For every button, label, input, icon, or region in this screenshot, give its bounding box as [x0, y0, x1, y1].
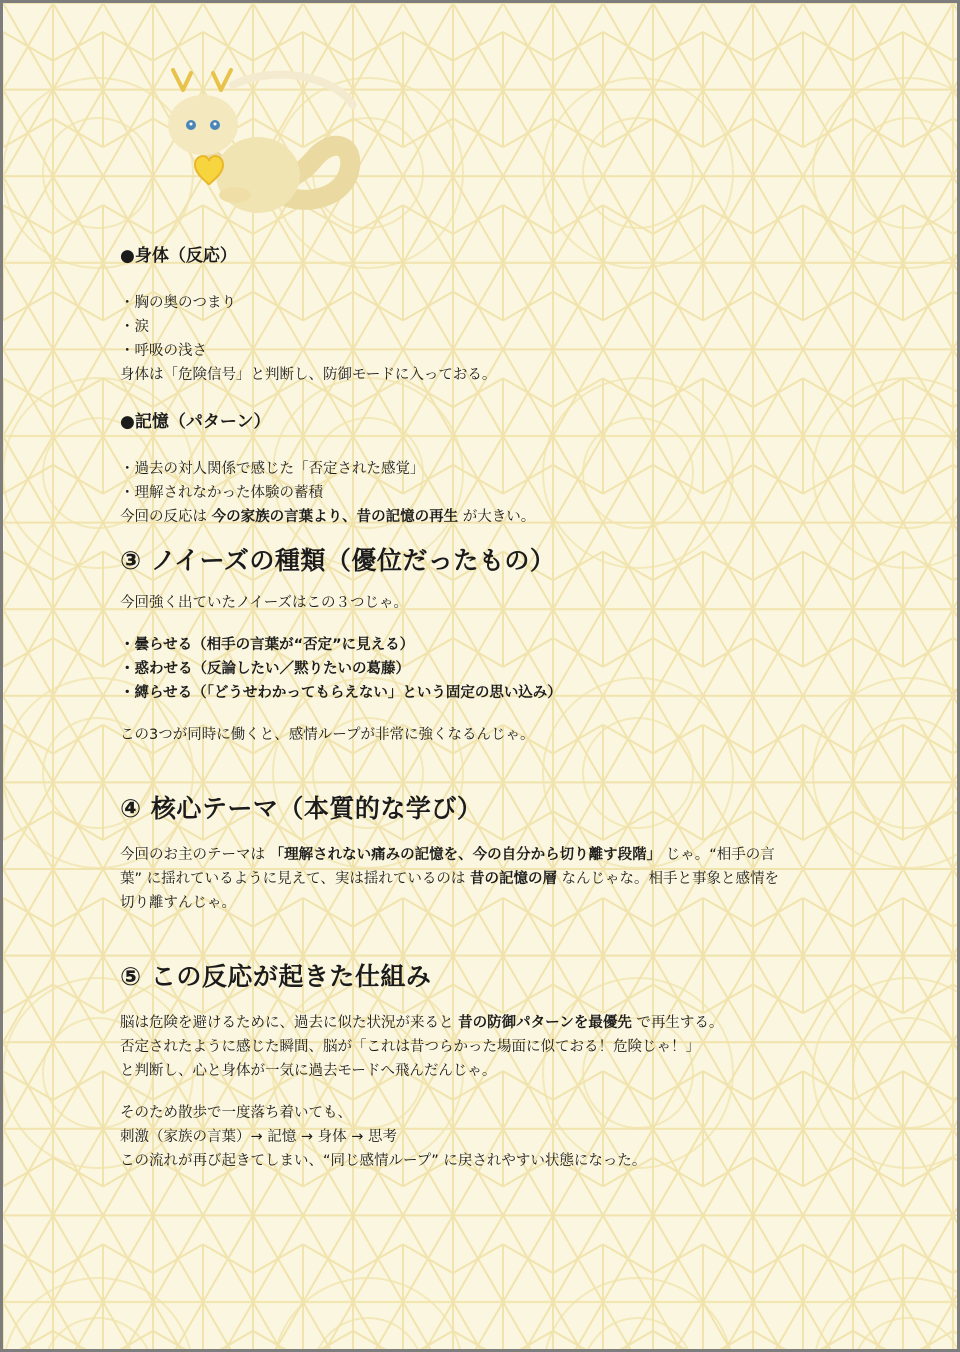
- text-span: 今回の反応は: [120, 509, 212, 525]
- mechanism-line: と判断し、心と身体が一気に過去モードへ飛んだんじゃ。: [120, 1063, 497, 1079]
- section-heading-memory-pattern: ●記憶（パターン）: [120, 412, 271, 432]
- noise-outro: この3つが同時に働くと、感情ループが非常に強くなるんじゃ。: [120, 727, 535, 743]
- mechanism-line: そのため散歩で一度落ち着いても、: [120, 1105, 352, 1121]
- text-span: が大きい。: [458, 509, 536, 525]
- document-content: [120, 241, 850, 1173]
- text-span: で再生する。: [631, 1015, 724, 1031]
- core-paragraph-line: [120, 867, 850, 891]
- section-heading-noise-types: ③ ノイーズの種類（優位だったもの）: [120, 546, 556, 575]
- text-span: 今回のお主のテーマは: [120, 847, 270, 863]
- list-item: ・胸の奥のつまり: [120, 295, 236, 311]
- list-item: ・曇らせる（相手の言葉が“否定”に見える）: [120, 637, 415, 653]
- core-paragraph-line: 切り離すんじゃ。: [120, 895, 236, 911]
- mechanism-line: 刺激（家族の言葉）→ 記憶 → 身体 → 思考: [120, 1129, 397, 1145]
- noise-intro: 今回強く出ていたノイーズはこの３つじゃ。: [120, 595, 408, 611]
- emphasis-text: 今の家族の言葉より、昔の記憶の再生: [211, 509, 459, 525]
- list-item: ・理解されなかった体験の蓄積: [120, 485, 323, 501]
- list-item: ・過去の対人関係で感じた「否定された感覚」: [120, 461, 425, 477]
- list-item: ・涙: [120, 319, 149, 335]
- emphasis-text: 昔の記憶の層: [469, 871, 557, 887]
- text-span: なんじゃな。相手と事象と感情を: [556, 871, 780, 887]
- emphasis-text: 昔の防御パターンを最優先: [458, 1015, 632, 1031]
- dragon-illustration: [143, 65, 373, 225]
- section-heading-body-reaction: ●身体（反応）: [120, 246, 237, 266]
- golden-dragon-holding-heart: [168, 70, 353, 213]
- text-span: じゃ。“相手の言: [661, 847, 775, 863]
- list-item: ・呼吸の浅さ: [120, 343, 207, 359]
- section-heading-core-theme: ④ 核心テーマ（本質的な学び）: [120, 794, 483, 823]
- body-summary: 身体は「危険信号」と判断し、防御モードに入っておる。: [120, 367, 497, 383]
- mechanism-line: この流れが再び起きてしまい、“同じ感情ループ” に戻されやすい状態になった。: [120, 1153, 647, 1169]
- memory-summary: [120, 505, 850, 529]
- core-paragraph-line: [120, 843, 850, 867]
- list-item: ・縛らせる（「どうせわかってもらえない」という固定の思い込み）: [120, 685, 562, 701]
- text-span: 葉” に揺れているように見えて、実は揺れているのは: [120, 871, 470, 887]
- mechanism-line: [120, 1011, 850, 1035]
- document-page: [3, 3, 957, 1349]
- emphasis-text: 「理解されない痛みの記憶を、今の自分から切り離す段階」: [269, 847, 662, 863]
- section-heading-mechanism: ⑤ この反応が起きた仕組み: [120, 962, 432, 991]
- list-item: ・惑わせる（反論したい／黙りたいの葛藤）: [120, 661, 410, 677]
- mechanism-line: 否定されたように感じた瞬間、脳が「これは昔つらかった場面に似ておる！危険じゃ！」: [120, 1039, 700, 1055]
- text-span: 脳は危険を避けるために、過去に似た状況が来ると: [120, 1015, 459, 1031]
